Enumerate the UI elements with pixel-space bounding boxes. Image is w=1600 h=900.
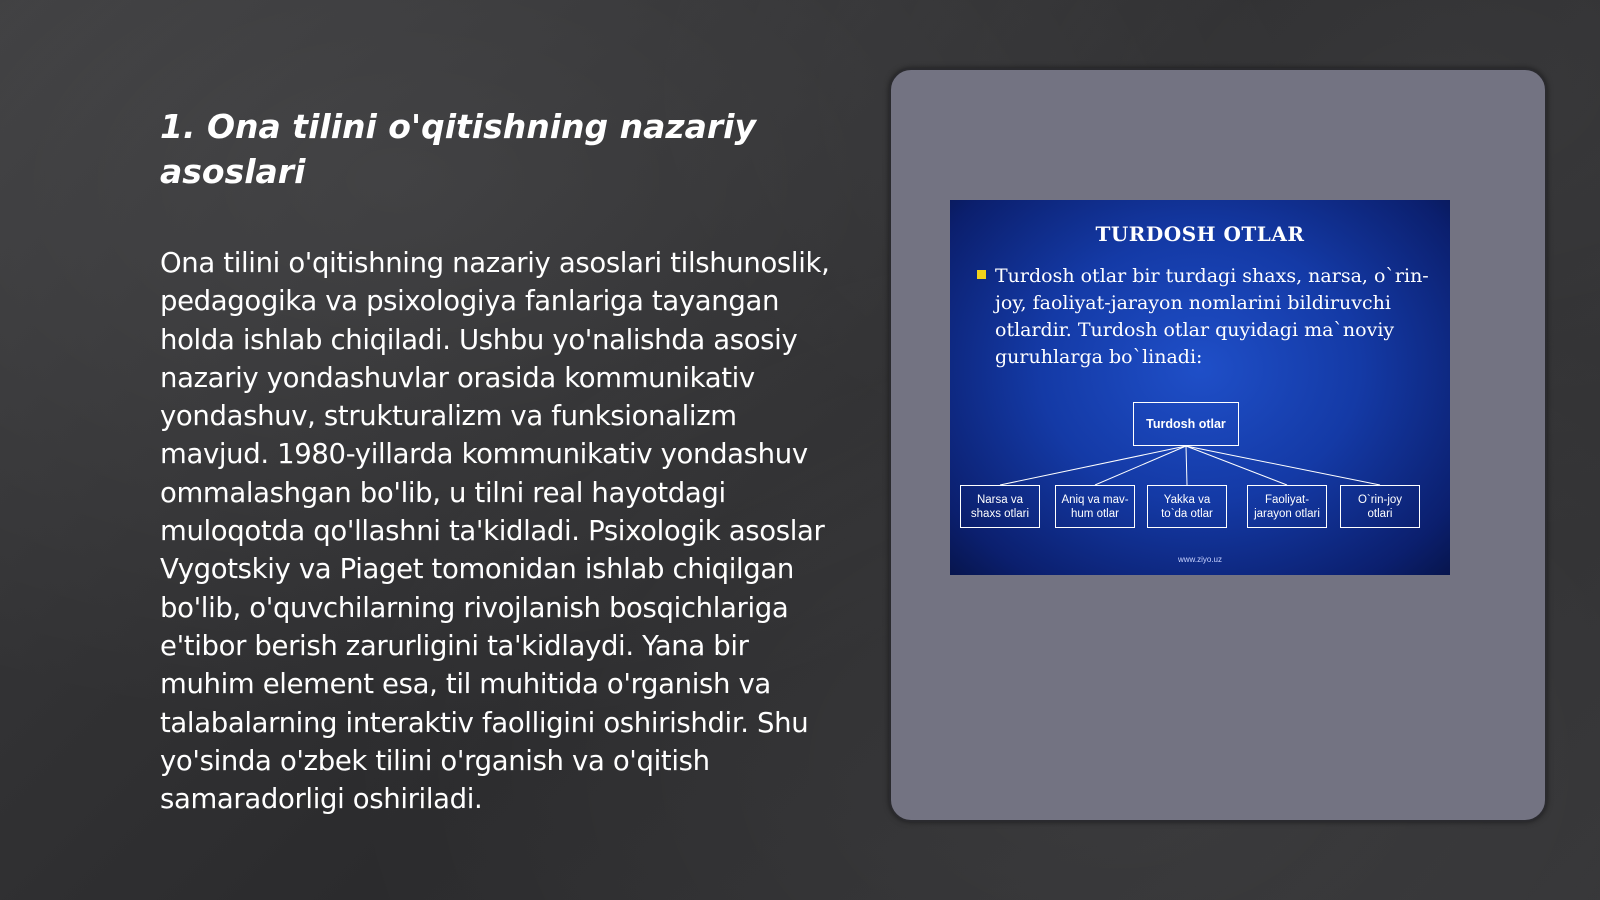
connector-line (1186, 446, 1380, 485)
embedded-slide-image (950, 200, 1450, 575)
connector-line (1095, 446, 1186, 485)
tree-child-node: Narsa va shaxs otlari (960, 485, 1040, 528)
embedded-bullet-text: Turdosh otlar bir turdagi shaxs, narsa, o`rin-joy, faoliyat-jarayon nomlarini bildiruvchi otlardir. Turdosh otlar quyidagi ma`noviy guruhlarga bo`linadi: (995, 265, 1429, 368)
slide-title: 1. Ona tilini o'qitishning nazariy asoslari (160, 107, 756, 191)
tree-child-node: Aniq va mav- hum otlar (1055, 485, 1135, 528)
tree-child-node: Yakka va to`da otlar (1147, 485, 1227, 528)
slide-body-text: Ona tilini o'qitishning nazariy asoslari tilshunoslik, pedagogika va psixologiya fanlariga tayangan holda ishlab chiqiladi. Ushbu yo'nalishda asosiy nazariy yondashuvlar orasida kommunikativ yondashuv, strukturalizm va funksionalizm mavjud. 1980-yillarda kommunikativ yondashuv ommalashgan bo'lib, u tilni real hayotdagi muloqotda qo'llashni ta'kidladi. Psixologik asoslar Vygotskiy va Piaget tomonidan ishlab chiqilgan bo'lib, o'quvchilarning rivojlanish bosqichlariga e'tibor berish zarurligini ta'kidlaydi. Yana bir muhim element esa, til muhitida o'rganish va talabalarning interaktiv faolligini oshirishdir. Shu yo'sinda o'zbek tilini o'rganish va o'qitish samaradorligi oshiriladi. (160, 247, 830, 816)
tree-child-node: Faoliyat- jarayon otlari (1247, 485, 1327, 528)
tree-root-node: Turdosh otlar (1133, 402, 1239, 446)
tree-child-node: O`rin-joy otlari (1340, 485, 1420, 528)
connector-line (1186, 446, 1187, 485)
embedded-slide-title: TURDOSH OTLAR (1095, 222, 1305, 246)
connector-line (1000, 446, 1186, 485)
connector-line (1186, 446, 1287, 485)
embedded-footer-url: www.ziyo.uz (1177, 555, 1222, 564)
